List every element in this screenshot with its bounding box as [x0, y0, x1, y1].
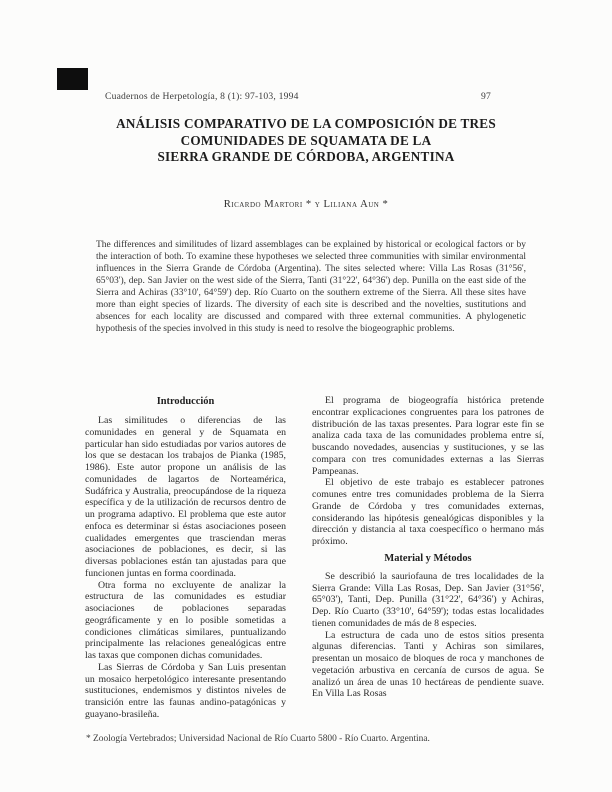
- left-column-paragraph: Las Sierras de Córdoba y San Luis presentan un mosaico herpetológico interesante presentando sustituciones, endemismos y distintos niveles de transición entre las faunas andino-patagónicas y guayano-brasileña.: [85, 661, 286, 720]
- right-column-paragraph: El objetivo de este trabajo es establecer patrones comunes entre tres comunidades problema de la Sierra Grande de Córdoba y tres comunidades externas, considerando las hipótesis genealógicas disponibles y la dirección y distancia al taxa coespecífico o hermano más próximo.: [312, 477, 544, 547]
- article-title-line3: SIERRA GRANDE DE CÓRDOBA, ARGENTINA: [157, 149, 455, 165]
- right-column-paragraph: El programa de biogeografía histórica pretende encontrar explicaciones congruentes para los patrones de distribución de las taxas presentes. Para lograr este fin se analiza cada taxa de las comunidades problema entre sí, buscando novedades, ausencias y sustituciones, y se las compara con tres comunidades externas a las Sierras Pampeanas.: [312, 395, 544, 477]
- article-title-line1: ANÁLISIS COMPARATIVO DE LA COMPOSICIÓN DE TRES: [116, 116, 496, 131]
- section-heading-material-y-metodos: Material y Métodos: [384, 552, 472, 564]
- page-number: 97: [481, 91, 491, 102]
- journal-citation: Cuadernos de Herpetología, 8 (1): 97-103, 1994: [105, 91, 299, 102]
- article-title-line2: COMUNIDADES DE SQUAMATA DE LA: [180, 132, 432, 148]
- article-title: [50, 116, 562, 166]
- right-column-paragraph: La estructura de cada uno de estos sitios presenta algunas diferencias. Tanti y Achiras son similares, presentan un mosaico de bloques de roca y manchones de vegetación arbustiva en cercanía de cursos de agua. Se analizó un área de unas 10 hectáreas de pendiente suave. En Villa Las Rosas: [312, 629, 544, 700]
- running-header: [105, 91, 491, 102]
- author-affiliation-footnote: * Zoología Vertebrados; Universidad Nacional de Río Cuarto 5800 - Río Cuarto. Argentina.: [86, 734, 430, 744]
- left-column-paragraph: Otra forma no excluyente de analizar la estructura de las comunidades es estudiar asociaciones de poblaciones separadas geográficamente y en lo posible sometidas a condiciones climáticas similares, puntualizando principalmente las relaciones genealógicas entre las taxas que componen dichas comunidades.: [85, 579, 286, 661]
- section-heading-introduccion: Introducción: [156, 396, 215, 407]
- authors-line: Ricardo Martori * y Liliana Aun *: [223, 199, 389, 210]
- abstract-text: The differences and similitudes of lizard assemblages can be explained by historical or ecological factors or by the interaction of both. To examine these hypotheses we selected three communities with similar environmental influences in the Sierra Grande de Córdoba (Argentina). The sites selected where: Villa Las Rosas (31°56', 65°03'), dep. San Javier on the west side of the Sierra, Tanti (31°22', 64°36') dep. Punilla on the east side of the Sierra and Achiras (33°10', 64°59') dep. Río Cuarto on the southern extreme of the Sierra. All these sites have more than eight species of lizards. The diversity of each site is described and the novelties, sustitutions and absences for each locality are discussed and compared with three external communities. A phylogenetic hypothesis of the species involved in this study is need to resolve the biogeographic problems.: [96, 240, 526, 334]
- right-column-paragraph: Se describió la sauriofauna de tres localidades de la Sierra Grande: Villa Las Rosas, Dep. San Javier (31°56', 65°03'), Tanti, Dep. Punilla (31°22', 64°36') y Achiras, Dep. Río Cuarto (33°10', 64°59'); todas estas localidades tienen comunidades de más de 8 especies.: [312, 570, 544, 629]
- right-column: [312, 395, 544, 721]
- left-column: [85, 395, 286, 721]
- scan-artifact-mark: [57, 68, 88, 90]
- left-column-paragraph: Las similitudes o diferencias de las comunidades en general y de Squamata en particular han sido estudiadas por varios autores de los que se destacan los trabajos de Pianka (1985, 1986). Este autor propone un análisis de las comunidades de lagartos de Norteamérica, Sudáfrica y Australia, preocupándose de la riqueza específica y de la utilización de recursos dentro de un programa adaptivo. El problema que este autor enfoca es determinar si éstas asociaciones poseen cualidades emergentes que trasciendan meras asociaciones de poblaciones, es decir, si las diversas poblaciones están tan ajustadas para que funcionen juntas en forma coordinada.: [85, 415, 286, 579]
- two-column-body: [85, 395, 544, 721]
